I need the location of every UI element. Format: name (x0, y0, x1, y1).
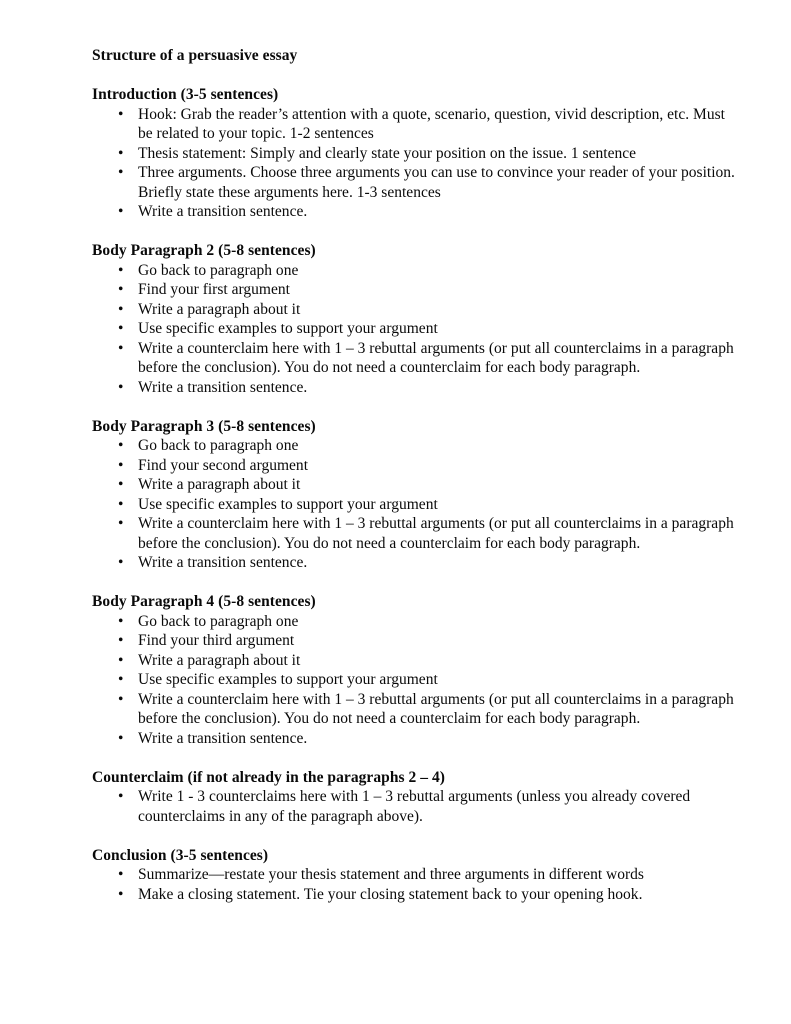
bullet-icon: • (118, 651, 124, 669)
bullet-icon: • (118, 105, 124, 123)
bullet-list (92, 865, 736, 904)
list-item-text: Use specific examples to support your argument (138, 495, 438, 513)
list-item-text: Write a transition sentence. (138, 729, 308, 747)
section-heading: Body Paragraph 2 (5-8 sentences) (92, 242, 316, 259)
bullet-icon: • (118, 671, 124, 688)
bullet-icon: • (118, 476, 124, 493)
bullet-icon: • (118, 456, 124, 474)
list-item (92, 495, 736, 515)
document-section (92, 846, 736, 905)
list-item (92, 202, 736, 222)
section-spacer (92, 748, 736, 768)
bullet-icon: • (118, 515, 124, 532)
section-heading: Conclusion (3-5 sentences) (92, 846, 269, 864)
section-spacer (92, 826, 736, 846)
bullet-icon: • (118, 378, 124, 396)
list-item (92, 339, 736, 378)
bullet-icon: • (118, 690, 124, 708)
page-title: Structure of a persuasive essay (92, 47, 298, 64)
list-item (92, 280, 736, 300)
bullet-icon: • (118, 339, 124, 357)
list-item (92, 261, 736, 281)
bullet-icon: • (118, 320, 124, 337)
list-item-text: Go back to paragraph one (138, 437, 299, 454)
sections-container (92, 85, 736, 904)
list-item (92, 105, 736, 144)
list-item (92, 319, 736, 339)
list-item-text: Use specific examples to support your argument (138, 320, 438, 337)
list-item-text: Write a counterclaim here with 1 – 3 rebuttal arguments (or put all counterclaims in a paragraph before the conclusion). You do not need a counterclaim for each body paragraph. (138, 515, 734, 552)
list-item (92, 865, 736, 885)
section-spacer (92, 573, 736, 593)
list-item-text: Write a counterclaim here with 1 – 3 rebuttal arguments (or put all counterclaims in a paragraph before the conclusion). You do not need a counterclaim for each body paragraph. (138, 690, 734, 727)
list-item (92, 670, 736, 690)
section-spacer (92, 222, 736, 242)
list-item-text: Hook: Grab the reader’s attention with a quote, scenario, question, vivid description, etc. Must be related to your topic. 1-2 sentences (138, 105, 725, 142)
bullet-icon: • (118, 144, 124, 162)
list-item (92, 612, 736, 632)
bullet-icon: • (118, 632, 124, 649)
list-item-text: Summarize—restate your thesis statement and three arguments in different words (138, 866, 644, 883)
bullet-list (92, 787, 736, 826)
list-item (92, 378, 736, 398)
section-heading: Introduction (3-5 sentences) (92, 86, 279, 103)
document-section (92, 85, 736, 222)
document-section (92, 417, 736, 573)
list-item-text: Write a paragraph about it (138, 651, 301, 669)
list-item (92, 729, 736, 749)
title-spacer (92, 66, 736, 86)
bullet-icon: • (118, 554, 124, 571)
bullet-icon: • (118, 866, 124, 883)
bullet-icon: • (118, 164, 124, 181)
list-item (92, 144, 736, 164)
bullet-list (92, 105, 736, 222)
bullet-icon: • (118, 612, 124, 630)
section-heading: Body Paragraph 3 (5-8 sentences) (92, 417, 316, 435)
section-heading: Counterclaim (if not already in the paragraphs 2 – 4) (92, 768, 445, 786)
list-item-text: Write a paragraph about it (138, 476, 301, 493)
list-item-text: Find your third argument (138, 632, 295, 649)
list-item-text: Write a transition sentence. (138, 203, 308, 220)
bullet-icon: • (118, 437, 124, 454)
document-section (92, 241, 736, 397)
bullet-icon: • (118, 261, 124, 279)
bullet-list (92, 612, 736, 749)
list-item-text: Use specific examples to support your argument (138, 671, 438, 688)
list-item-text: Find your second argument (138, 456, 309, 474)
list-item (92, 514, 736, 553)
document-section (92, 768, 736, 827)
list-item (92, 553, 736, 573)
list-item (92, 300, 736, 320)
list-item (92, 787, 736, 826)
list-item-text: Write a transition sentence. (138, 378, 308, 396)
bullet-icon: • (118, 203, 124, 220)
bullet-icon: • (118, 729, 124, 747)
list-item (92, 163, 736, 202)
list-item (92, 475, 736, 495)
bullet-list (92, 436, 736, 573)
list-item-text: Write a paragraph about it (138, 300, 301, 318)
bullet-icon: • (118, 885, 124, 903)
list-item-text: Go back to paragraph one (138, 612, 299, 630)
bullet-icon: • (118, 300, 124, 318)
section-spacer (92, 397, 736, 417)
bullet-icon: • (118, 495, 124, 513)
list-item-text: Go back to paragraph one (138, 261, 299, 279)
list-item-text: Write a transition sentence. (138, 554, 308, 571)
list-item (92, 651, 736, 671)
list-item (92, 631, 736, 651)
list-item (92, 690, 736, 729)
list-item-text: Find your first argument (138, 281, 290, 298)
section-heading: Body Paragraph 4 (5-8 sentences) (92, 593, 316, 610)
bullet-list (92, 261, 736, 398)
bullet-icon: • (118, 281, 124, 298)
list-item (92, 456, 736, 476)
document-section (92, 592, 736, 748)
list-item-text: Write a counterclaim here with 1 – 3 rebuttal arguments (or put all counterclaims in a paragraph before the conclusion). You do not need a counterclaim for each body paragraph. (138, 339, 734, 376)
bullet-icon: • (118, 788, 124, 805)
list-item-text: Three arguments. Choose three arguments you can use to convince your reader of your position. Briefly state these arguments here. 1-3 sentences (138, 164, 735, 201)
list-item-text: Thesis statement: Simply and clearly state your position on the issue. 1 sentence (138, 144, 636, 162)
list-item (92, 885, 736, 905)
list-item-text: Write 1 - 3 counterclaims here with 1 – 3 rebuttal arguments (unless you already covered counterclaims in any of the paragraph above). (138, 788, 691, 825)
list-item-text: Make a closing statement. Tie your closing statement back to your opening hook. (138, 885, 643, 903)
list-item (92, 436, 736, 456)
